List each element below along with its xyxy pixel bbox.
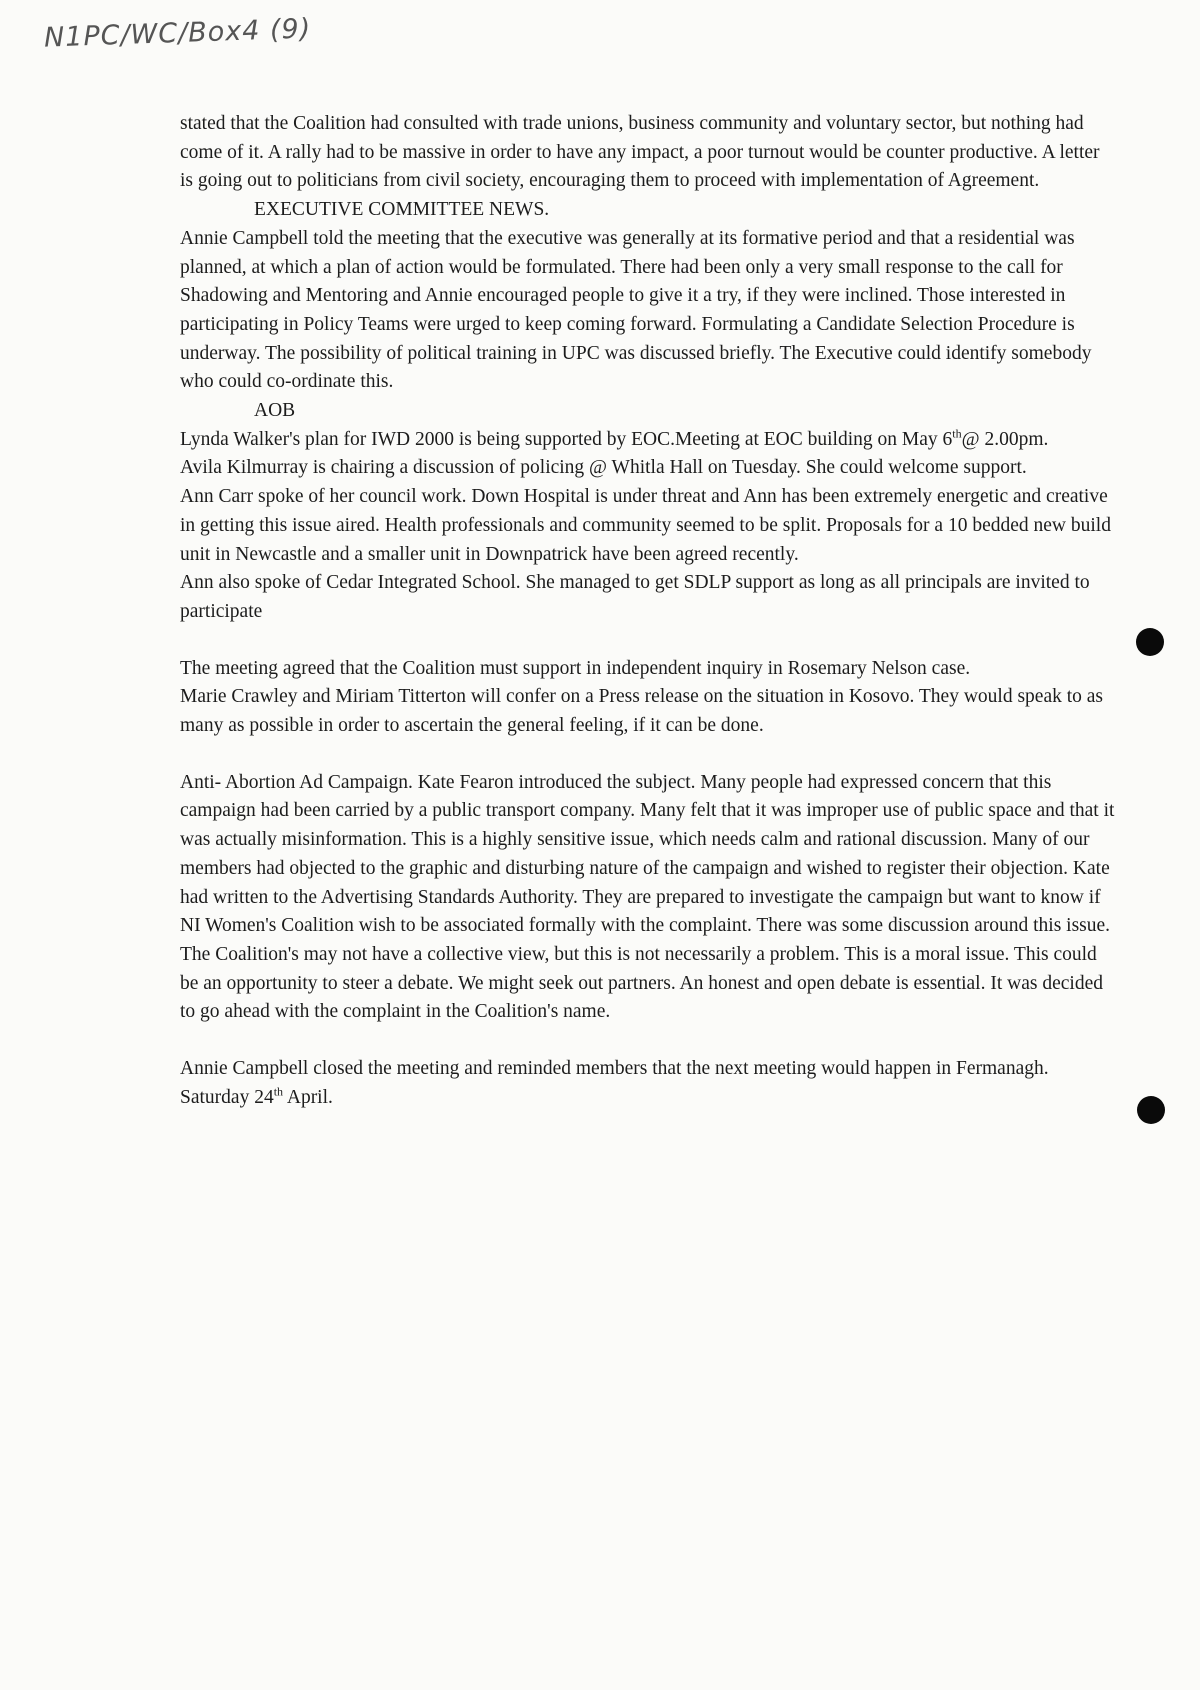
executive-heading: EXECUTIVE COMMITTEE NEWS. xyxy=(254,199,550,221)
hole-punch-mark xyxy=(1137,1096,1165,1124)
aob-item: Ann Carr spoke of her council work. Down Hospital is under threat and Ann has been extremely energetic and creative in getting this issue aired. Health professionals and community seemed to be split. Proposals for a 10 bedded new build unit in Newcastle and a smaller unit in Downpatrick have been agreed recently. xyxy=(180,486,1111,565)
intro-paragraph: stated that the Coalition had consulted with trade unions, business community and voluntary sector, but nothing had come of it. A rally had to be massive in order to have any impact, a poor turnout would be counter productive. A letter is going out to politicians from civil society, encouraging them to proceed with implementation of Agreement. xyxy=(180,113,1100,192)
aob-item-iwd: Lynda Walker's plan for IWD 2000 is being supported by EOC.Meeting at EOC building on May 6th@ 2.00pm. xyxy=(180,426,1049,450)
kosovo-paragraph: Marie Crawley and Miriam Titterton will confer on a Press release on the situation in Kosovo. They would speak to as many as possible in order to ascertain the general feeling, if it can be done. xyxy=(180,686,1104,737)
closing-paragraph: Annie Campbell closed the meeting and reminded members that the next meeting would happen in Fermanagh. Saturday 24th April. xyxy=(180,1058,1049,1108)
aob-heading: AOB xyxy=(254,400,296,422)
aob-item: Avila Kilmurray is chairing a discussion of policing @ Whitla Hall on Tuesday. She could welcome support. xyxy=(180,457,1027,479)
archive-reference-handwritten: N1PC/WC/Box4 (9) xyxy=(43,13,312,54)
aob-item: Ann also spoke of Cedar Integrated School. She managed to get SDLP support as long as all principals are invited to participate xyxy=(180,572,1090,622)
abortion-campaign-paragraph: Anti- Abortion Ad Campaign. Kate Fearon introduced the subject. Many people had expressed concern that this campaign had been carried by a public transport company. Many felt that it was improper use of public space and that it was actually misinformation. This is a highly sensitive issue, which needs calm and rational discussion. Many of our members had objected to the graphic and disturbing nature of the campaign and wished to register their objection. Kate had written to the Advertising Standards Authority. They are prepared to investigate the campaign but want to know if NI Women's Coalition wish to be associated formally with the complaint. There was some discussion around this issue. The Coalition's may not have a collective view, but this is not necessarily a problem. This is a moral issue. This could be an opportunity to steer a debate. We might seek out partners. An honest and open debate is essential. It was decided to go ahead with the complaint in the Coalition's name. xyxy=(180,771,1115,1023)
hole-punch-mark xyxy=(1136,628,1164,656)
minutes-body xyxy=(180,110,1115,1113)
executive-paragraph: Annie Campbell told the meeting that the executive was generally at its formative period and that a residential was planned, at which a plan of action would be formulated. There had been only a very small response to the call for Shadowing and Mentoring and Annie encouraged people to give it a try, if they were inclined. Those interested in participating in Policy Teams were urged to keep coming forward. Formulating a Candidate Selection Procedure is underway. The possibility of political training in UPC was discussed briefly. The Executive could identify somebody who could co-ordinate this. xyxy=(180,227,1092,393)
rosemary-paragraph: The meeting agreed that the Coalition must support in independent inquiry in Rosemary Nelson case. xyxy=(180,657,971,679)
